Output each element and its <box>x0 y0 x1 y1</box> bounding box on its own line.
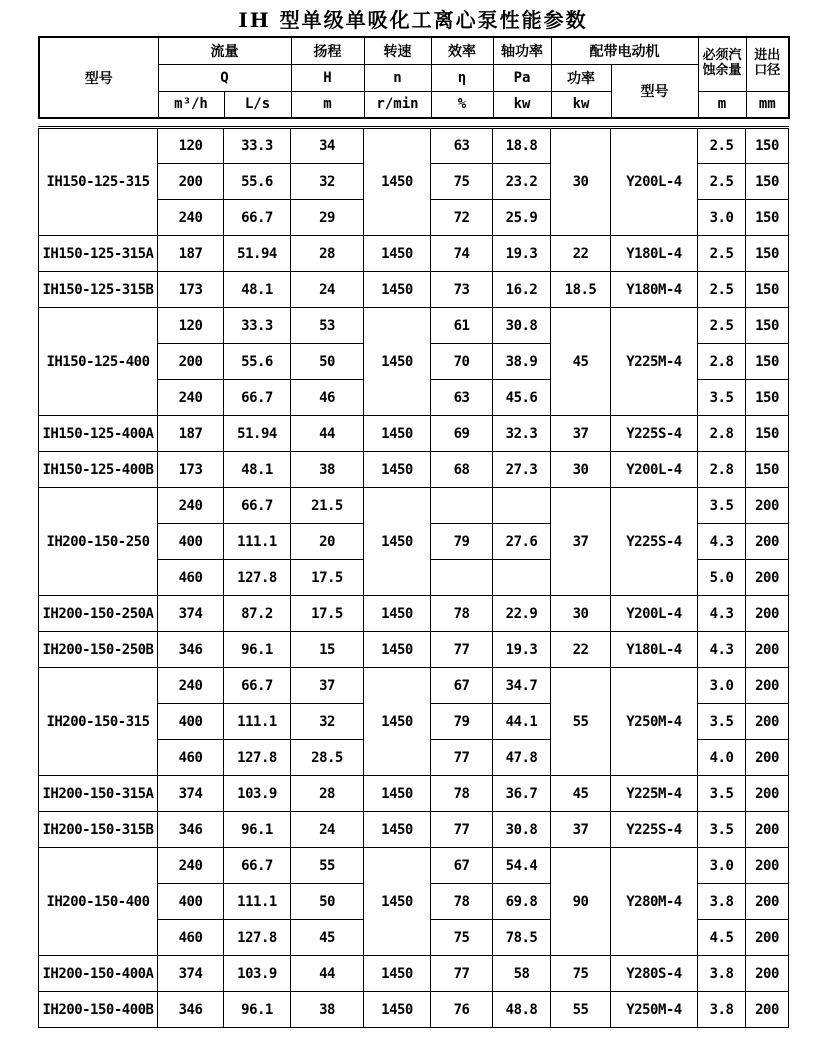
table-cell: 460 <box>158 560 224 596</box>
table-row <box>39 776 789 812</box>
table-cell: IH200-150-315B <box>39 812 158 848</box>
table-cell: 24 <box>291 272 364 308</box>
table-cell: 2.5 <box>698 272 746 308</box>
header-unit-mm: mm <box>746 91 789 118</box>
table-cell: 240 <box>158 200 224 236</box>
header-unit-m3h: m³/h <box>158 91 224 118</box>
table-cell: 69.8 <box>493 884 551 920</box>
table-cell: 37 <box>291 668 364 704</box>
table-cell: 127.8 <box>224 740 291 776</box>
table-cell: 78 <box>431 884 493 920</box>
table-cell: 75 <box>431 164 493 200</box>
header-unit-npsh-m: m <box>698 91 746 118</box>
table-row <box>39 452 789 488</box>
table-row <box>39 308 789 344</box>
table-cell: 75 <box>431 920 493 956</box>
table-row <box>39 272 789 308</box>
table-cell: 173 <box>158 272 224 308</box>
header-unit-m: m <box>291 91 364 118</box>
table-cell: 30 <box>551 596 611 632</box>
header-head-symbol: H <box>291 64 364 91</box>
table-row <box>39 488 789 524</box>
table-cell: 44.1 <box>493 704 551 740</box>
table-cell: 38.9 <box>493 344 551 380</box>
table-cell: 111.1 <box>224 704 291 740</box>
table-cell: Y200L-4 <box>611 452 698 488</box>
table-cell: 27.6 <box>493 524 551 560</box>
table-cell: 70 <box>431 344 493 380</box>
table-cell: 48.8 <box>493 992 551 1028</box>
header-efficiency: 效率 <box>431 37 493 64</box>
table-cell: IH200-150-400B <box>39 992 158 1028</box>
table-cell: 77 <box>431 632 493 668</box>
header-speed: 转速 <box>364 37 431 64</box>
table-cell: 38 <box>291 992 364 1028</box>
table-cell: 63 <box>431 380 493 416</box>
table-cell: 346 <box>158 992 224 1028</box>
table-cell: 150 <box>746 164 789 200</box>
table-cell: 150 <box>746 200 789 236</box>
table-cell: 120 <box>158 308 224 344</box>
page-title: IH 型单级单吸化工离心泵性能参数 <box>238 8 588 32</box>
table-cell: 25.9 <box>493 200 551 236</box>
table-cell: 2.8 <box>698 344 746 380</box>
table-cell: 187 <box>158 236 224 272</box>
table-row <box>39 236 789 272</box>
table-row <box>39 956 789 992</box>
table-cell: 27.3 <box>493 452 551 488</box>
table-cell: 346 <box>158 812 224 848</box>
table-cell: 111.1 <box>224 524 291 560</box>
header-npsh-line1: 必须汽 <box>702 48 742 64</box>
table-cell: 374 <box>158 776 224 812</box>
table-cell: 150 <box>746 452 789 488</box>
table-cell: 200 <box>746 524 789 560</box>
table-cell: 460 <box>158 740 224 776</box>
table-cell: 2.5 <box>698 308 746 344</box>
table-cell: IH200-150-400 <box>39 848 158 956</box>
table-cell: 1450 <box>364 632 431 668</box>
table-cell: 66.7 <box>224 200 291 236</box>
table-cell: 400 <box>158 704 224 740</box>
table-cell: 87.2 <box>224 596 291 632</box>
table-cell: Y225M-4 <box>611 308 698 416</box>
table-cell: 4.3 <box>698 596 746 632</box>
table-cell: 55 <box>551 668 611 776</box>
table-cell: 48.1 <box>224 272 291 308</box>
performance-table <box>38 126 789 1028</box>
table-cell: 54.4 <box>493 848 551 884</box>
table-cell: 127.8 <box>224 560 291 596</box>
table-cell: 127.8 <box>224 920 291 956</box>
table-cell: 20 <box>291 524 364 560</box>
table-cell: 32.3 <box>493 416 551 452</box>
table-cell: 3.5 <box>698 488 746 524</box>
table-cell: 34.7 <box>493 668 551 704</box>
table-cell: 45 <box>551 308 611 416</box>
table-cell: 47.8 <box>493 740 551 776</box>
header-unit-kw-shaft: kw <box>493 91 551 118</box>
table-cell: 22 <box>551 236 611 272</box>
table-cell: 200 <box>746 704 789 740</box>
header-speed-symbol: n <box>364 64 431 91</box>
table-cell: 111.1 <box>224 884 291 920</box>
table-cell: 44 <box>291 956 364 992</box>
table-cell: 3.5 <box>698 776 746 812</box>
performance-table-body <box>39 128 789 1028</box>
table-cell: 1450 <box>364 956 431 992</box>
table-cell: 3.8 <box>698 884 746 920</box>
table-cell: 61 <box>431 308 493 344</box>
table-cell: 16.2 <box>493 272 551 308</box>
table-cell: 19.3 <box>493 632 551 668</box>
table-row <box>39 992 789 1028</box>
table-cell: 4.3 <box>698 524 746 560</box>
table-cell: 200 <box>746 596 789 632</box>
table-cell: Y180L-4 <box>611 236 698 272</box>
header-flow: 流量 <box>158 37 291 64</box>
table-cell: 30 <box>551 452 611 488</box>
table-cell: Y200L-4 <box>611 596 698 632</box>
table-cell: 200 <box>158 344 224 380</box>
table-cell <box>493 488 551 524</box>
table-cell: 150 <box>746 380 789 416</box>
header-unit-kw-motor: kw <box>551 91 611 118</box>
table-cell: 1450 <box>364 992 431 1028</box>
table-cell: 96.1 <box>224 992 291 1028</box>
table-cell: 2.8 <box>698 452 746 488</box>
table-cell: 76 <box>431 992 493 1028</box>
table-cell: 28 <box>291 776 364 812</box>
header-model: 型号 <box>39 37 158 118</box>
header-unit-ls: L/s <box>224 91 291 118</box>
table-cell: 150 <box>746 236 789 272</box>
table-cell: 32 <box>291 704 364 740</box>
table-cell: 19.3 <box>493 236 551 272</box>
table-row <box>39 848 789 884</box>
header-npsh <box>698 37 746 91</box>
table-cell: 37 <box>551 812 611 848</box>
table-cell: 150 <box>746 272 789 308</box>
table-cell: 3.5 <box>698 812 746 848</box>
table-cell: 200 <box>746 560 789 596</box>
table-cell: 23.2 <box>493 164 551 200</box>
table-cell: Y225S-4 <box>611 812 698 848</box>
table-cell: 78.5 <box>493 920 551 956</box>
header-flow-symbol: Q <box>158 64 291 91</box>
table-cell <box>431 560 493 596</box>
table-cell: Y180M-4 <box>611 272 698 308</box>
header-port-line1: 进出 <box>754 48 781 64</box>
table-cell <box>493 560 551 596</box>
table-cell: 240 <box>158 488 224 524</box>
table-cell: 29 <box>291 200 364 236</box>
table-cell: 3.0 <box>698 668 746 704</box>
header-port <box>746 37 789 91</box>
table-cell: 33.3 <box>224 308 291 344</box>
table-cell: Y280S-4 <box>611 956 698 992</box>
table-cell: 346 <box>158 632 224 668</box>
table-cell: 30.8 <box>493 812 551 848</box>
table-cell: 2.8 <box>698 416 746 452</box>
table-cell: Y200L-4 <box>611 128 698 236</box>
table-cell: 3.0 <box>698 200 746 236</box>
table-cell: 17.5 <box>291 596 364 632</box>
header-motor: 配带电动机 <box>551 37 698 64</box>
table-cell: 103.9 <box>224 956 291 992</box>
table-cell: 400 <box>158 884 224 920</box>
table-cell: 200 <box>746 920 789 956</box>
table-cell: 200 <box>746 776 789 812</box>
table-cell: 1450 <box>364 812 431 848</box>
table-cell: IH200-150-250B <box>39 632 158 668</box>
table-cell: 67 <box>431 668 493 704</box>
table-cell: 48.1 <box>224 452 291 488</box>
table-cell: 2.5 <box>698 128 746 164</box>
header-shaft-power: 轴功率 <box>493 37 551 64</box>
table-cell: Y250M-4 <box>611 992 698 1028</box>
table-cell: 44 <box>291 416 364 452</box>
table-cell: 3.0 <box>698 848 746 884</box>
table-cell: 55 <box>551 992 611 1028</box>
table-cell: 45 <box>291 920 364 956</box>
table-cell: 1450 <box>364 128 431 236</box>
header-npsh-line2: 蚀余量 <box>702 63 742 79</box>
table-cell: IH150-125-400 <box>39 308 158 416</box>
table-cell: 173 <box>158 452 224 488</box>
table-cell: 37 <box>551 488 611 596</box>
table-cell: IH150-125-315A <box>39 236 158 272</box>
table-cell: 200 <box>158 164 224 200</box>
table-cell: 3.5 <box>698 380 746 416</box>
table-cell: 63 <box>431 128 493 164</box>
table-cell: IH150-125-400A <box>39 416 158 452</box>
table-cell: 3.8 <box>698 956 746 992</box>
table-cell: IH200-150-250A <box>39 596 158 632</box>
table-cell: IH200-150-250 <box>39 488 158 596</box>
table-cell: 28 <box>291 236 364 272</box>
table-cell: 51.94 <box>224 236 291 272</box>
header-shaft-power-symbol: Pa <box>493 64 551 91</box>
table-cell: IH200-150-315A <box>39 776 158 812</box>
table-cell: 1450 <box>364 416 431 452</box>
table-cell: 66.7 <box>224 488 291 524</box>
table-cell: 200 <box>746 632 789 668</box>
table-cell: 240 <box>158 848 224 884</box>
table-cell: 34 <box>291 128 364 164</box>
table-cell: 1450 <box>364 272 431 308</box>
table-cell: 200 <box>746 488 789 524</box>
table-row <box>39 668 789 704</box>
table-cell: 77 <box>431 956 493 992</box>
performance-table-header <box>38 36 790 119</box>
table-cell: 2.5 <box>698 236 746 272</box>
table-cell: 4.0 <box>698 740 746 776</box>
table-cell: 18.8 <box>493 128 551 164</box>
table-cell: 45.6 <box>493 380 551 416</box>
table-cell: 5.0 <box>698 560 746 596</box>
table-cell: 400 <box>158 524 224 560</box>
table-cell: 1450 <box>364 776 431 812</box>
table-cell: 200 <box>746 740 789 776</box>
table-cell: 78 <box>431 596 493 632</box>
table-cell: 460 <box>158 920 224 956</box>
table-cell: 73 <box>431 272 493 308</box>
table-cell: 3.5 <box>698 704 746 740</box>
table-cell: IH200-150-400A <box>39 956 158 992</box>
table-cell: 69 <box>431 416 493 452</box>
table-cell: 32 <box>291 164 364 200</box>
table-cell: 50 <box>291 884 364 920</box>
table-cell: 77 <box>431 812 493 848</box>
table-cell: 66.7 <box>224 848 291 884</box>
table-cell: 1450 <box>364 308 431 416</box>
table-cell: 103.9 <box>224 776 291 812</box>
table-cell: 15 <box>291 632 364 668</box>
table-cell: 120 <box>158 128 224 164</box>
table-cell: 240 <box>158 380 224 416</box>
table-cell: 33.3 <box>224 128 291 164</box>
table-cell <box>431 488 493 524</box>
header-motor-power: 功率 <box>551 64 611 91</box>
table-cell: 30 <box>551 128 611 236</box>
table-cell: 66.7 <box>224 668 291 704</box>
header-unit-rmin: r/min <box>364 91 431 118</box>
table-cell: 150 <box>746 416 789 452</box>
table-cell: IH150-125-315 <box>39 128 158 236</box>
table-cell: 200 <box>746 956 789 992</box>
table-cell: Y225S-4 <box>611 488 698 596</box>
table-cell: 30.8 <box>493 308 551 344</box>
table-cell: 67 <box>431 848 493 884</box>
header-motor-model: 型号 <box>611 64 698 118</box>
table-cell: 200 <box>746 668 789 704</box>
table-cell: 53 <box>291 308 364 344</box>
table-cell: IH150-125-315B <box>39 272 158 308</box>
table-cell: 22.9 <box>493 596 551 632</box>
table-cell: 1450 <box>364 236 431 272</box>
header-head: 扬程 <box>291 37 364 64</box>
table-cell: 200 <box>746 992 789 1028</box>
table-row <box>39 812 789 848</box>
table-cell: 72 <box>431 200 493 236</box>
table-cell: 55 <box>291 848 364 884</box>
header-port-line2: 口径 <box>754 63 781 79</box>
table-cell: 1450 <box>364 596 431 632</box>
table-cell: 200 <box>746 848 789 884</box>
table-cell: 17.5 <box>291 560 364 596</box>
table-cell: 24 <box>291 812 364 848</box>
table-cell: 36.7 <box>493 776 551 812</box>
table-cell: 2.5 <box>698 164 746 200</box>
table-cell: 200 <box>746 884 789 920</box>
table-cell: 90 <box>551 848 611 956</box>
table-cell: 3.8 <box>698 992 746 1028</box>
table-cell: 22 <box>551 632 611 668</box>
table-cell: 66.7 <box>224 380 291 416</box>
table-row <box>39 596 789 632</box>
table-cell: Y225S-4 <box>611 416 698 452</box>
table-cell: 1450 <box>364 488 431 596</box>
table-cell: 1450 <box>364 452 431 488</box>
table-cell: 187 <box>158 416 224 452</box>
table-cell: 4.5 <box>698 920 746 956</box>
table-cell: 75 <box>551 956 611 992</box>
table-cell: Y225M-4 <box>611 776 698 812</box>
table-cell: 37 <box>551 416 611 452</box>
table-cell: 96.1 <box>224 632 291 668</box>
table-row <box>39 632 789 668</box>
table-cell: 58 <box>493 956 551 992</box>
table-cell: 1450 <box>364 668 431 776</box>
table-cell: 79 <box>431 524 493 560</box>
table-cell: 68 <box>431 452 493 488</box>
table-cell: 51.94 <box>224 416 291 452</box>
header-unit-percent: % <box>431 91 493 118</box>
table-cell: 46 <box>291 380 364 416</box>
table-cell: IH150-125-400B <box>39 452 158 488</box>
table-cell: 79 <box>431 704 493 740</box>
table-cell: 78 <box>431 776 493 812</box>
table-cell: 150 <box>746 128 789 164</box>
table-cell: 18.5 <box>551 272 611 308</box>
table-cell: 374 <box>158 956 224 992</box>
table-cell: 21.5 <box>291 488 364 524</box>
table-cell: 150 <box>746 344 789 380</box>
table-row <box>39 128 789 164</box>
table-cell: 28.5 <box>291 740 364 776</box>
table-cell: IH200-150-315 <box>39 668 158 776</box>
table-cell: 200 <box>746 812 789 848</box>
table-cell: Y280M-4 <box>611 848 698 956</box>
table-row <box>39 416 789 452</box>
table-cell: 150 <box>746 308 789 344</box>
table-cell: 240 <box>158 668 224 704</box>
table-cell: 4.3 <box>698 632 746 668</box>
table-cell: Y250M-4 <box>611 668 698 776</box>
table-cell: 50 <box>291 344 364 380</box>
table-cell: 74 <box>431 236 493 272</box>
table-cell: 55.6 <box>224 164 291 200</box>
table-cell: 1450 <box>364 848 431 956</box>
table-cell: 96.1 <box>224 812 291 848</box>
table-cell: 374 <box>158 596 224 632</box>
table-cell: Y180L-4 <box>611 632 698 668</box>
table-cell: 38 <box>291 452 364 488</box>
table-cell: 55.6 <box>224 344 291 380</box>
header-efficiency-symbol: η <box>431 64 493 91</box>
table-cell: 77 <box>431 740 493 776</box>
table-cell: 45 <box>551 776 611 812</box>
